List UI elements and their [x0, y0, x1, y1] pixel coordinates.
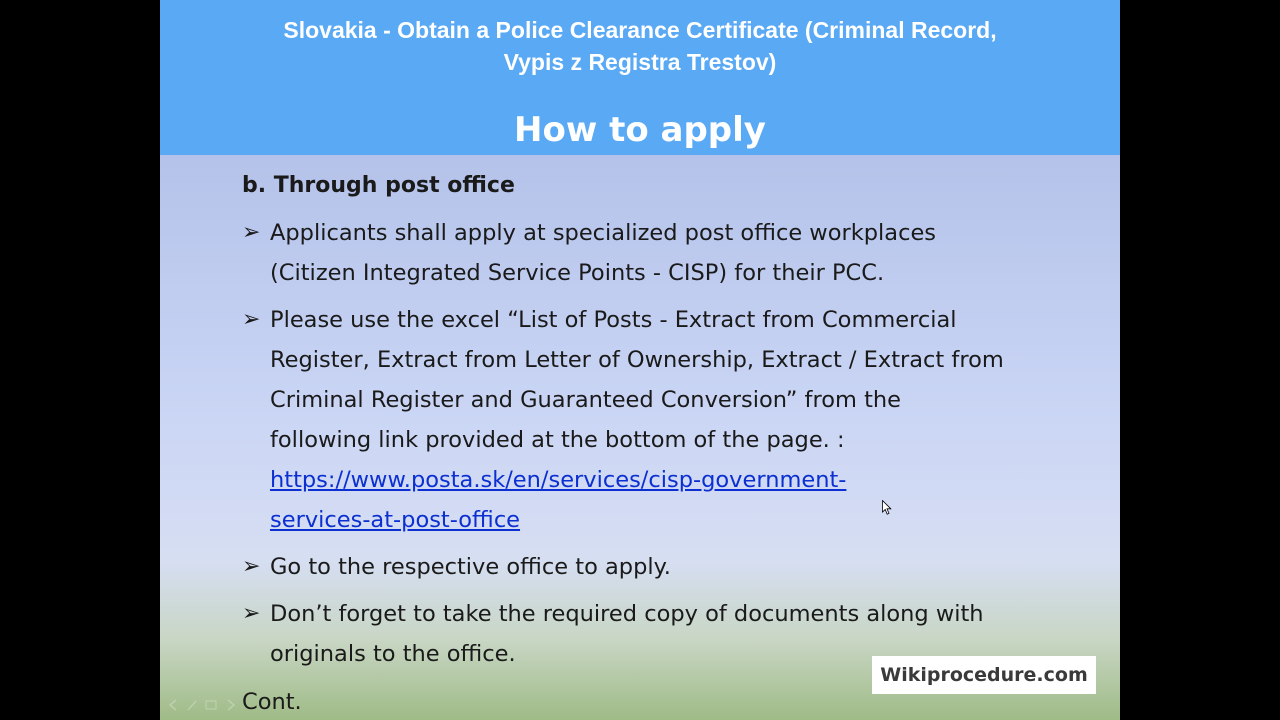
slideshow-toolbar[interactable] [166, 696, 246, 714]
posta-link[interactable]: services-at-post-office [270, 507, 521, 533]
presentation-slide [160, 0, 1120, 720]
bullet-line: Go to the respective office to apply. [270, 554, 671, 580]
watermark-label: Wikiprocedure.com [872, 656, 1096, 694]
bullet-arrow-icon: ➢ [242, 307, 261, 332]
bullet-line: Register, Extract from Letter of Ownership, Extract / Extract from [270, 347, 1004, 373]
menu-icon[interactable] [206, 701, 216, 709]
bullet-text [270, 547, 1040, 587]
bullet-arrow-icon: ➢ [242, 220, 261, 245]
bullet-line: (Citizen Integrated Service Points - CISP) for their PCC. [270, 260, 885, 286]
mouse-pointer-icon [882, 500, 892, 516]
bullet-line: originals to the office. [270, 641, 516, 667]
bullet-arrow-icon: ➢ [242, 601, 261, 626]
continuation-text: Cont. [242, 689, 302, 715]
bullet-line: Criminal Register and Guaranteed Conversion” from the [270, 387, 901, 413]
section-heading: b. Through post office [242, 173, 515, 198]
slide-title [160, 14, 1120, 78]
posta-link[interactable]: https://www.posta.sk/en/services/cisp-government- [270, 467, 847, 493]
slide-title-line: Slovakia - Obtain a Police Clearance Certificate (Criminal Record, [283, 17, 997, 43]
pen-icon[interactable] [188, 701, 196, 710]
slide-header [160, 0, 1120, 155]
bullet-line: Applicants shall apply at specialized post office workplaces [270, 220, 937, 246]
slide-title-line: Vypis z Registra Trestov) [503, 49, 777, 75]
bullet-line: Don’t forget to take the required copy of documents along with [270, 601, 984, 627]
previous-icon[interactable] [170, 700, 176, 710]
slide-subtitle: How to apply [514, 110, 766, 150]
bullet-text [270, 300, 1040, 540]
bullet-text [270, 213, 1040, 293]
next-icon[interactable] [228, 700, 234, 710]
bullet-line: following link provided at the bottom of the page. : [270, 427, 845, 453]
bullet-arrow-icon: ➢ [242, 554, 261, 579]
bullet-line: Please use the excel “List of Posts - Extract from Commercial [270, 307, 957, 333]
